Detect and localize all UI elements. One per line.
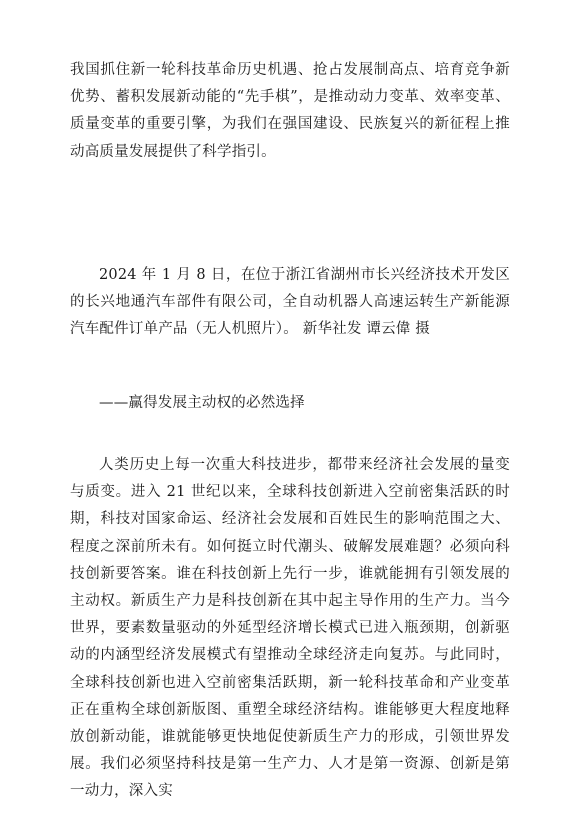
photo-caption: 2024 年 1 月 8 日，在位于浙江省湖州市长兴经济技术开发区的长兴地通汽车部件有限公司，全自动机器人高速运转生产新能源汽车配件订单产品（无人机照片）。 新华社发 谭云偉 摄 (70, 267, 510, 338)
body-paragraph: 人类历史上每一次重大科技进步，都带来经济社会发展的量变与质变。进入 21 世纪以来，全球科技创新进入空前密集活跃的时期，科技对国家命运、经济社会发展和百姓民生的影响范围之大、程度之深前所未有。如何挺立时代潮头、破解发展难题？必须向科技创新要答案。谁在科技创新上先行一步，谁就能拥有引领发展的主动权。新质生产力是科技创新在其中起主导作用的生产力。当今世界，要素数量驱动的外延型经济增长模式已进入瓶颈期，创新驱动的内涵型经济发展模式有望推动全球经济走向复苏。与此同时，全球科技创新也进入空前密集活跃期，新一轮科技革命和产业变革正在重构全球创新版图、重塑全球经济结构。谁能够更大程度地释放创新动能，谁就能够更快地促使新质生产力的形成，引领世界发展。我们必须坚持科技是第一生产力、人才是第一资源、创新是第一动力，深入实 (70, 457, 510, 800)
section-subtitle: ——赢得发展主动权的必然选择 (99, 395, 305, 411)
intro-paragraph: 我国抓住新一轮科技革命历史机遇、抢占发展制高点、培育竞争新优势、蓄积发展新动能的“先手棋”，是推动动力变革、效率变革、质量变革的重要引擎，为我们在强国建设、民族复兴的新征程上推动高质量发展提供了科学指引。 (70, 62, 510, 160)
